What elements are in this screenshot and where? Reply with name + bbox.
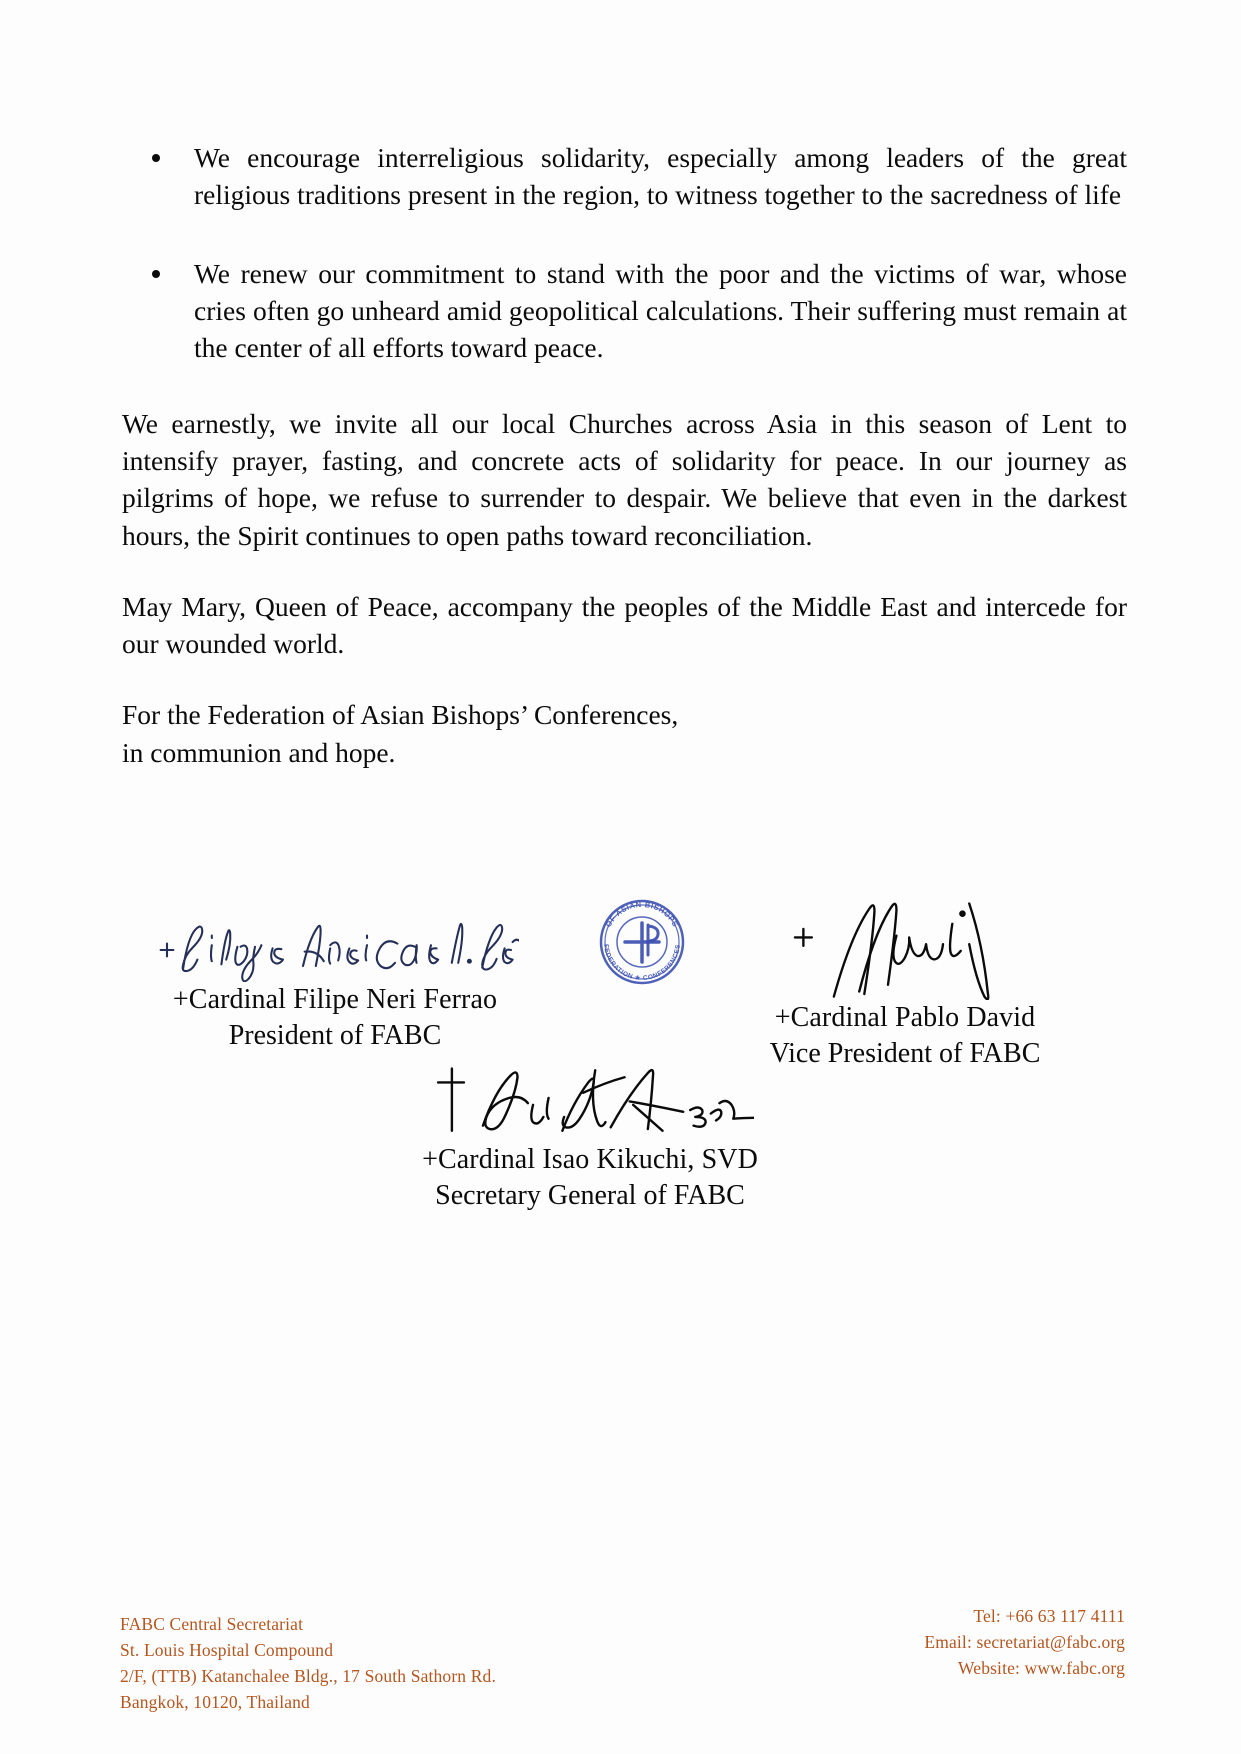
closing-line-2: in communion and hope. — [122, 736, 396, 768]
signature-block-secretary-general — [380, 1060, 800, 1214]
footer-address-line: FABC Central Secretariat — [120, 1614, 304, 1634]
bullet-text: We encourage interreligious solidarity, especially among leaders of the great religious traditions present in the region, to witness together to the sacredness of life — [194, 142, 1127, 210]
closing-line-1: For the Federation of Asian Bishops’ Conferences, — [122, 699, 679, 731]
signatory-name: +Cardinal Filipe Neri Ferrao — [172, 984, 498, 1015]
page-footer — [0, 1606, 1241, 1732]
signatory-role: Secretary General of FABC — [435, 1180, 745, 1212]
signatory-name: +Cardinal Pablo David — [774, 1002, 1036, 1033]
handwritten-signature-kikuchi — [426, 1060, 754, 1142]
footer-website[interactable]: Website: www.fabc.org — [958, 1657, 1125, 1678]
svg-text:OF ASIAN BISHOPS: OF ASIAN BISHOPS — [603, 899, 681, 929]
closing-block — [122, 696, 1127, 771]
signature-zone — [0, 880, 1241, 1300]
bullet-dot-icon — [152, 154, 160, 162]
bullet-text: We renew our commitment to stand with the poor and the victims of war, whose cries often go unheard amid geopolitical calculations. Their suffering must remain at the center of all efforts toward peace. — [194, 257, 1127, 363]
fabc-seal-icon — [592, 892, 692, 992]
signatory-role: Vice President of FABC — [769, 1038, 1041, 1070]
svg-text:FEDERATION ★ CONFERENCES: FEDERATION ★ CONFERENCES — [602, 943, 682, 983]
footer-phone: Tel: +66 63 117 4111 — [973, 1606, 1125, 1626]
list-item — [122, 256, 1127, 367]
signature-block-president — [100, 910, 570, 1054]
document-body — [122, 140, 1127, 805]
handwritten-signature-ferrao — [151, 910, 519, 982]
footer-email[interactable]: Email: secretariat@fabc.org — [924, 1631, 1125, 1652]
paragraph-invitation: We earnestly, we invite all our local Churches across Asia in this season of Lent to intensify prayer, fasting, and concrete acts of solidarity for peace. In our journey as pilgrims of hope, we refuse to surrender to despair. We believe that even in the darkest hours, the Spirit continues to open paths toward reconciliation. — [122, 407, 1127, 551]
paragraph-may-mary: May Mary, Queen of Peace, accompany the peoples of the Middle East and intercede for our wounded world. — [122, 590, 1127, 660]
footer-contact — [924, 1604, 1125, 1682]
list-item — [122, 140, 1127, 214]
footer-address-line: Bangkok, 10120, Thailand — [120, 1691, 310, 1712]
signature-block-vice-president — [690, 890, 1120, 1072]
bullet-dot-icon — [152, 270, 160, 278]
signatory-role: President of FABC — [228, 1020, 442, 1052]
bullet-list — [122, 140, 1127, 367]
handwritten-signature-david — [778, 890, 1032, 1000]
footer-address — [120, 1612, 496, 1716]
signatory-name: +Cardinal Isao Kikuchi, SVD — [422, 1144, 758, 1175]
footer-address-line: 2/F, (TTB) Katanchalee Bldg., 17 South Sathorn Rd. — [120, 1665, 496, 1686]
footer-address-line: St. Louis Hospital Compound — [120, 1639, 334, 1660]
